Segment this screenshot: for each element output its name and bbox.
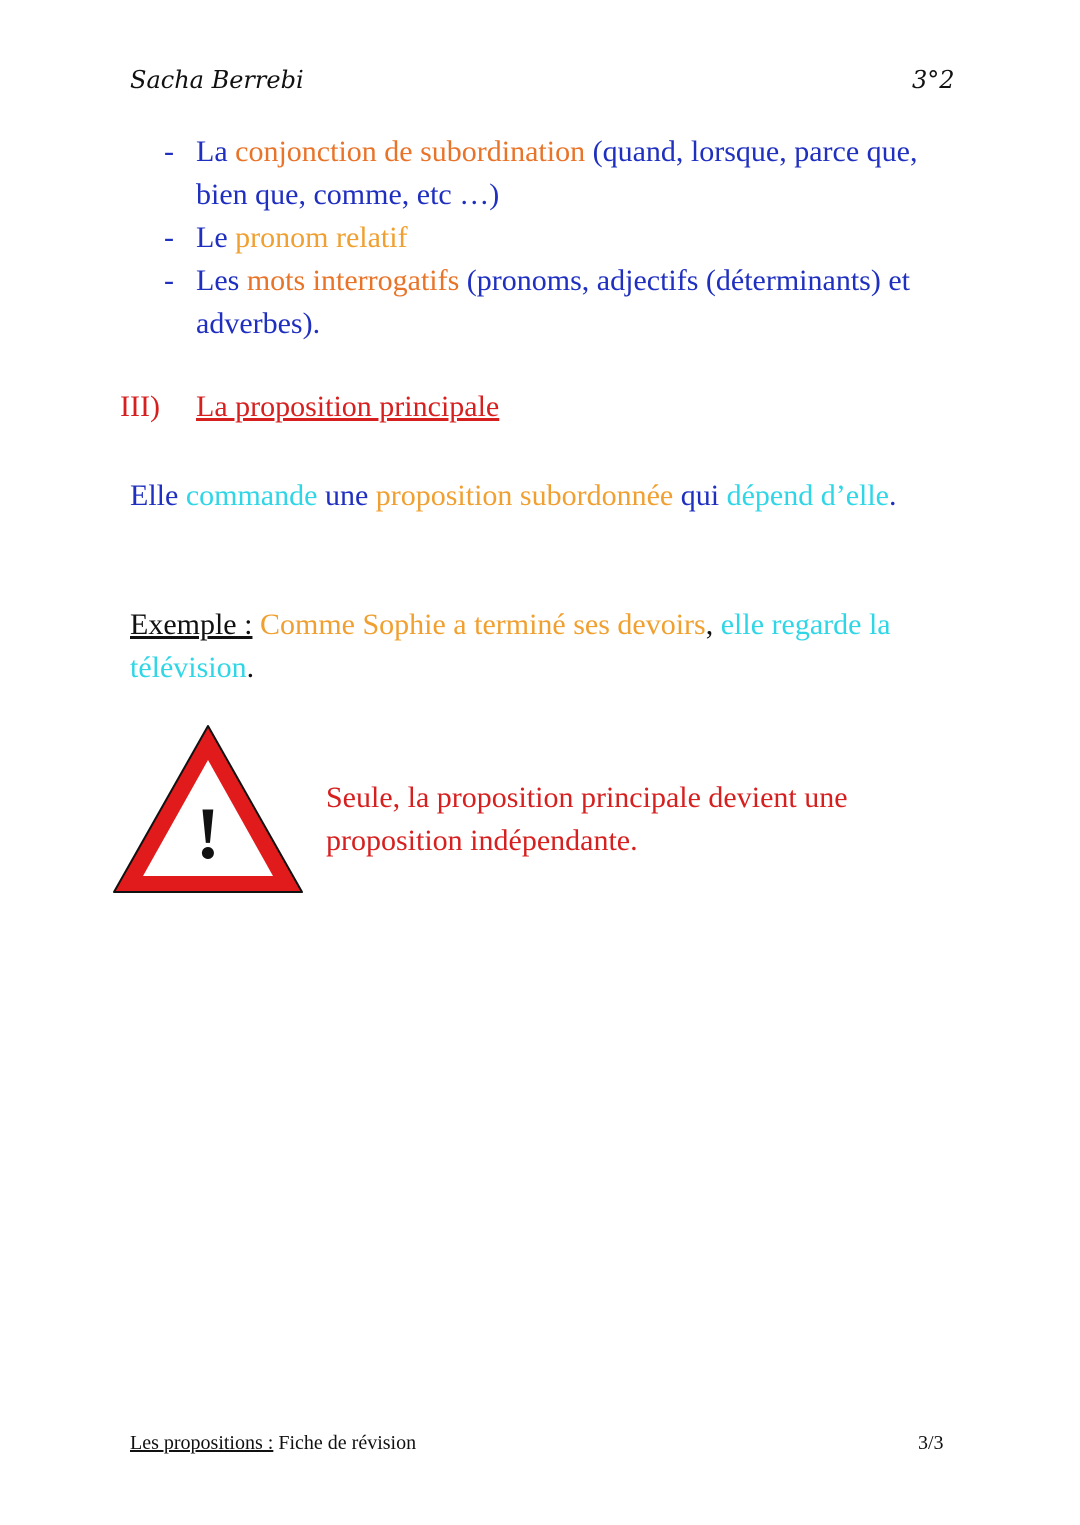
bullet-list — [160, 130, 960, 345]
text: commande — [185, 479, 318, 512]
text: (pronoms, adjectifs (déterminants) et adverbes). — [196, 264, 910, 340]
page-number: 3/3 — [918, 1432, 944, 1454]
author-name: Sacha Berrebi — [130, 66, 304, 94]
footer-title — [130, 1432, 416, 1455]
text: une — [317, 479, 376, 512]
footer-doc-title: Les propositions : — [130, 1432, 274, 1454]
text: . — [889, 479, 897, 512]
warning-text: Seule, la proposition principale devient une proposition indépendante. — [326, 781, 848, 857]
text: (quand, lorsque, parce que, bien que, comme, etc …) — [196, 135, 918, 211]
principal-clause: elle regarde la télévision — [130, 608, 891, 684]
list-item — [160, 130, 960, 216]
definition-paragraph — [130, 474, 950, 517]
text: qui — [673, 479, 727, 512]
term-highlight: pronom relatif — [235, 221, 408, 254]
example-paragraph — [130, 603, 950, 689]
term-highlight: conjonction de subordination — [235, 135, 586, 168]
text: . — [246, 651, 255, 684]
term-highlight: mots interrogatifs — [246, 264, 460, 297]
text: Elle — [130, 479, 186, 512]
section-heading — [120, 390, 499, 424]
text: proposition subordonnée — [375, 479, 674, 512]
list-item — [160, 259, 960, 345]
text: dépend d’elle — [726, 479, 889, 512]
footer-subtitle: Fiche de révision — [273, 1432, 417, 1454]
list-item — [160, 216, 960, 259]
exclamation-icon: ! — [195, 793, 221, 875]
section-title: La proposition principale — [196, 390, 500, 423]
text: , — [705, 608, 721, 641]
section-number: III) — [120, 390, 160, 423]
text: Le — [196, 221, 236, 254]
text: Les — [196, 264, 247, 297]
example-label: Exemple : — [130, 608, 253, 641]
subordinate-clause: Comme Sophie a terminé ses devoirs — [259, 608, 706, 641]
text: La — [196, 135, 236, 168]
class-label: 3°2 — [912, 66, 955, 94]
warning-triangle-icon — [110, 722, 306, 896]
